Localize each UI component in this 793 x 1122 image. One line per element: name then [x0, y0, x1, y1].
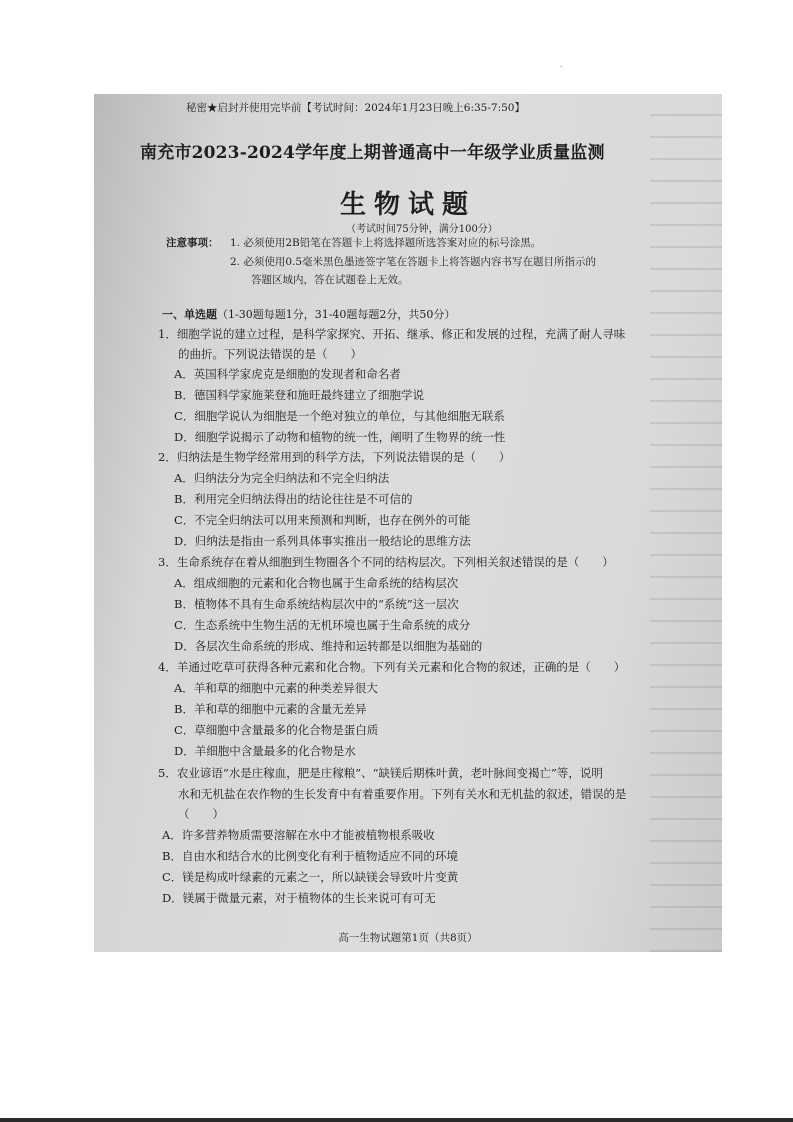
- question-4-option-d: D．羊细胞中含量最多的化合物是水: [174, 744, 356, 758]
- question-3-option-b: B．植物体不具有生命系统结构层次中的“系统”这一层次: [174, 597, 459, 611]
- question-4-option-b: B．羊和草的细胞中元素的含量无差异: [174, 702, 367, 716]
- section-scoring: （1-30题每题1分，31-40题每题2分，共50分）: [217, 308, 456, 321]
- question-5-stem-cont: 水和无机盐在农作物的生长发育中有着重要作用。下列有关水和无机盐的叙述，错误的是: [178, 787, 627, 801]
- question-5-option-d: D．镁属于微量元素，对于植物体的生长来说可有可无: [162, 891, 436, 905]
- question-2-option-d: D．归纳法是指由一系列具体事实推出一般结论的思维方法: [174, 534, 471, 548]
- question-1-stem: 1．细胞学说的建立过程，是科学家探究、开拓、继承、修正和发展的过程，充满了耐人寻味: [158, 327, 626, 341]
- section-name: 一、单选题: [162, 308, 217, 321]
- question-1-option-b: B．德国科学家施莱登和施旺最终建立了细胞学说: [174, 388, 424, 402]
- question-3-option-c: C．生态系统中生物生活的无机环境也属于生命系统的成分: [174, 618, 471, 632]
- question-1-stem-cont: 的曲折。下列说法错误的是（ ）: [178, 347, 362, 361]
- question-5-stem: 5．农业谚语“水是庄稼血，肥是庄稼粮”、“缺镁后期株叶黄，老叶脉间变褐亡”等，说明: [158, 766, 603, 780]
- question-5-option-c: C．镁是构成叶绿素的元素之一，所以缺镁会导致叶片变黄: [162, 870, 459, 884]
- exam-title: 南充市2023-2024学年度上期普通高中一年级学业质量监测: [140, 143, 605, 163]
- exam-page-photo: [94, 94, 722, 952]
- question-4-option-a: A．羊和草的细胞中元素的种类差异很大: [174, 681, 378, 695]
- note-item-1: 1. 必须使用2B铅笔在答题卡上将选择题所选答案对应的标号涂黑。: [230, 237, 542, 249]
- page-footer: 高一生物试题第1页（共8页）: [338, 932, 478, 944]
- bleed-through-text: [650, 94, 722, 952]
- question-1-option-a: A．英国科学家虎克是细胞的发现者和命名者: [174, 367, 401, 381]
- question-3-option-a: A．组成细胞的元素和化合物也属于生命系统的结构层次: [174, 576, 459, 590]
- question-3-option-d: D．各层次生命系统的形成、维持和运转都是以细胞为基础的: [174, 639, 483, 653]
- question-2-option-c: C．不完全归纳法可以用来预测和判断，也存在例外的可能: [174, 513, 471, 527]
- note-item-2: 2. 必须使用0.5毫米黑色墨迹签字笔在答题卡上将答题内容书写在题目所指示的: [230, 256, 597, 268]
- question-5-stem-bracket: （ ）: [178, 807, 224, 821]
- notes-label: 注意事项：: [166, 237, 219, 249]
- scan-dot-mark: .: [560, 60, 563, 69]
- question-2-option-b: B．利用完全归纳法得出的结论往往是不可信的: [174, 492, 413, 506]
- time-limit: （考试时间75分钟，满分100分）: [346, 224, 498, 235]
- question-1-option-c: C．细胞学说认为细胞是一个绝对独立的单位，与其他细胞无联系: [174, 409, 505, 423]
- question-4-stem: 4．羊通过吃草可获得各种元素和化合物。下列有关元素和化合物的叙述，正确的是（ ）: [158, 660, 626, 674]
- question-5-option-b: B．自由水和结合水的比例变化有利于植物适应不同的环境: [162, 849, 458, 863]
- confidential-header: 秘密★启封并使用完毕前【考试时间：2024年1月23日晚上6:35-7:50】: [186, 102, 525, 114]
- question-2-option-a: A．归纳法分为完全归纳法和不完全归纳法: [174, 471, 390, 485]
- question-4-option-c: C．草细胞中含量最多的化合物是蛋白质: [174, 723, 379, 737]
- question-1-option-d: D．细胞学说揭示了动物和植物的统一性，阐明了生物界的统一性: [174, 430, 506, 444]
- section-heading: [162, 306, 455, 322]
- bottom-border: [0, 1118, 793, 1122]
- question-5-option-a: A．许多营养物质需要溶解在水中才能被植物根系吸收: [162, 828, 435, 842]
- note-item-2-continued: 答题区域内，答在试题卷上无效。: [251, 274, 409, 286]
- subject-title: 生物试题: [339, 190, 476, 220]
- question-3-stem: 3．生命系统存在着从细胞到生物圈各个不同的结构层次。下列相关叙述错误的是（ ）: [158, 555, 614, 569]
- question-2-stem: 2．归纳法是生物学经常用到的科学方法，下列说法错误的是（ ）: [158, 450, 511, 464]
